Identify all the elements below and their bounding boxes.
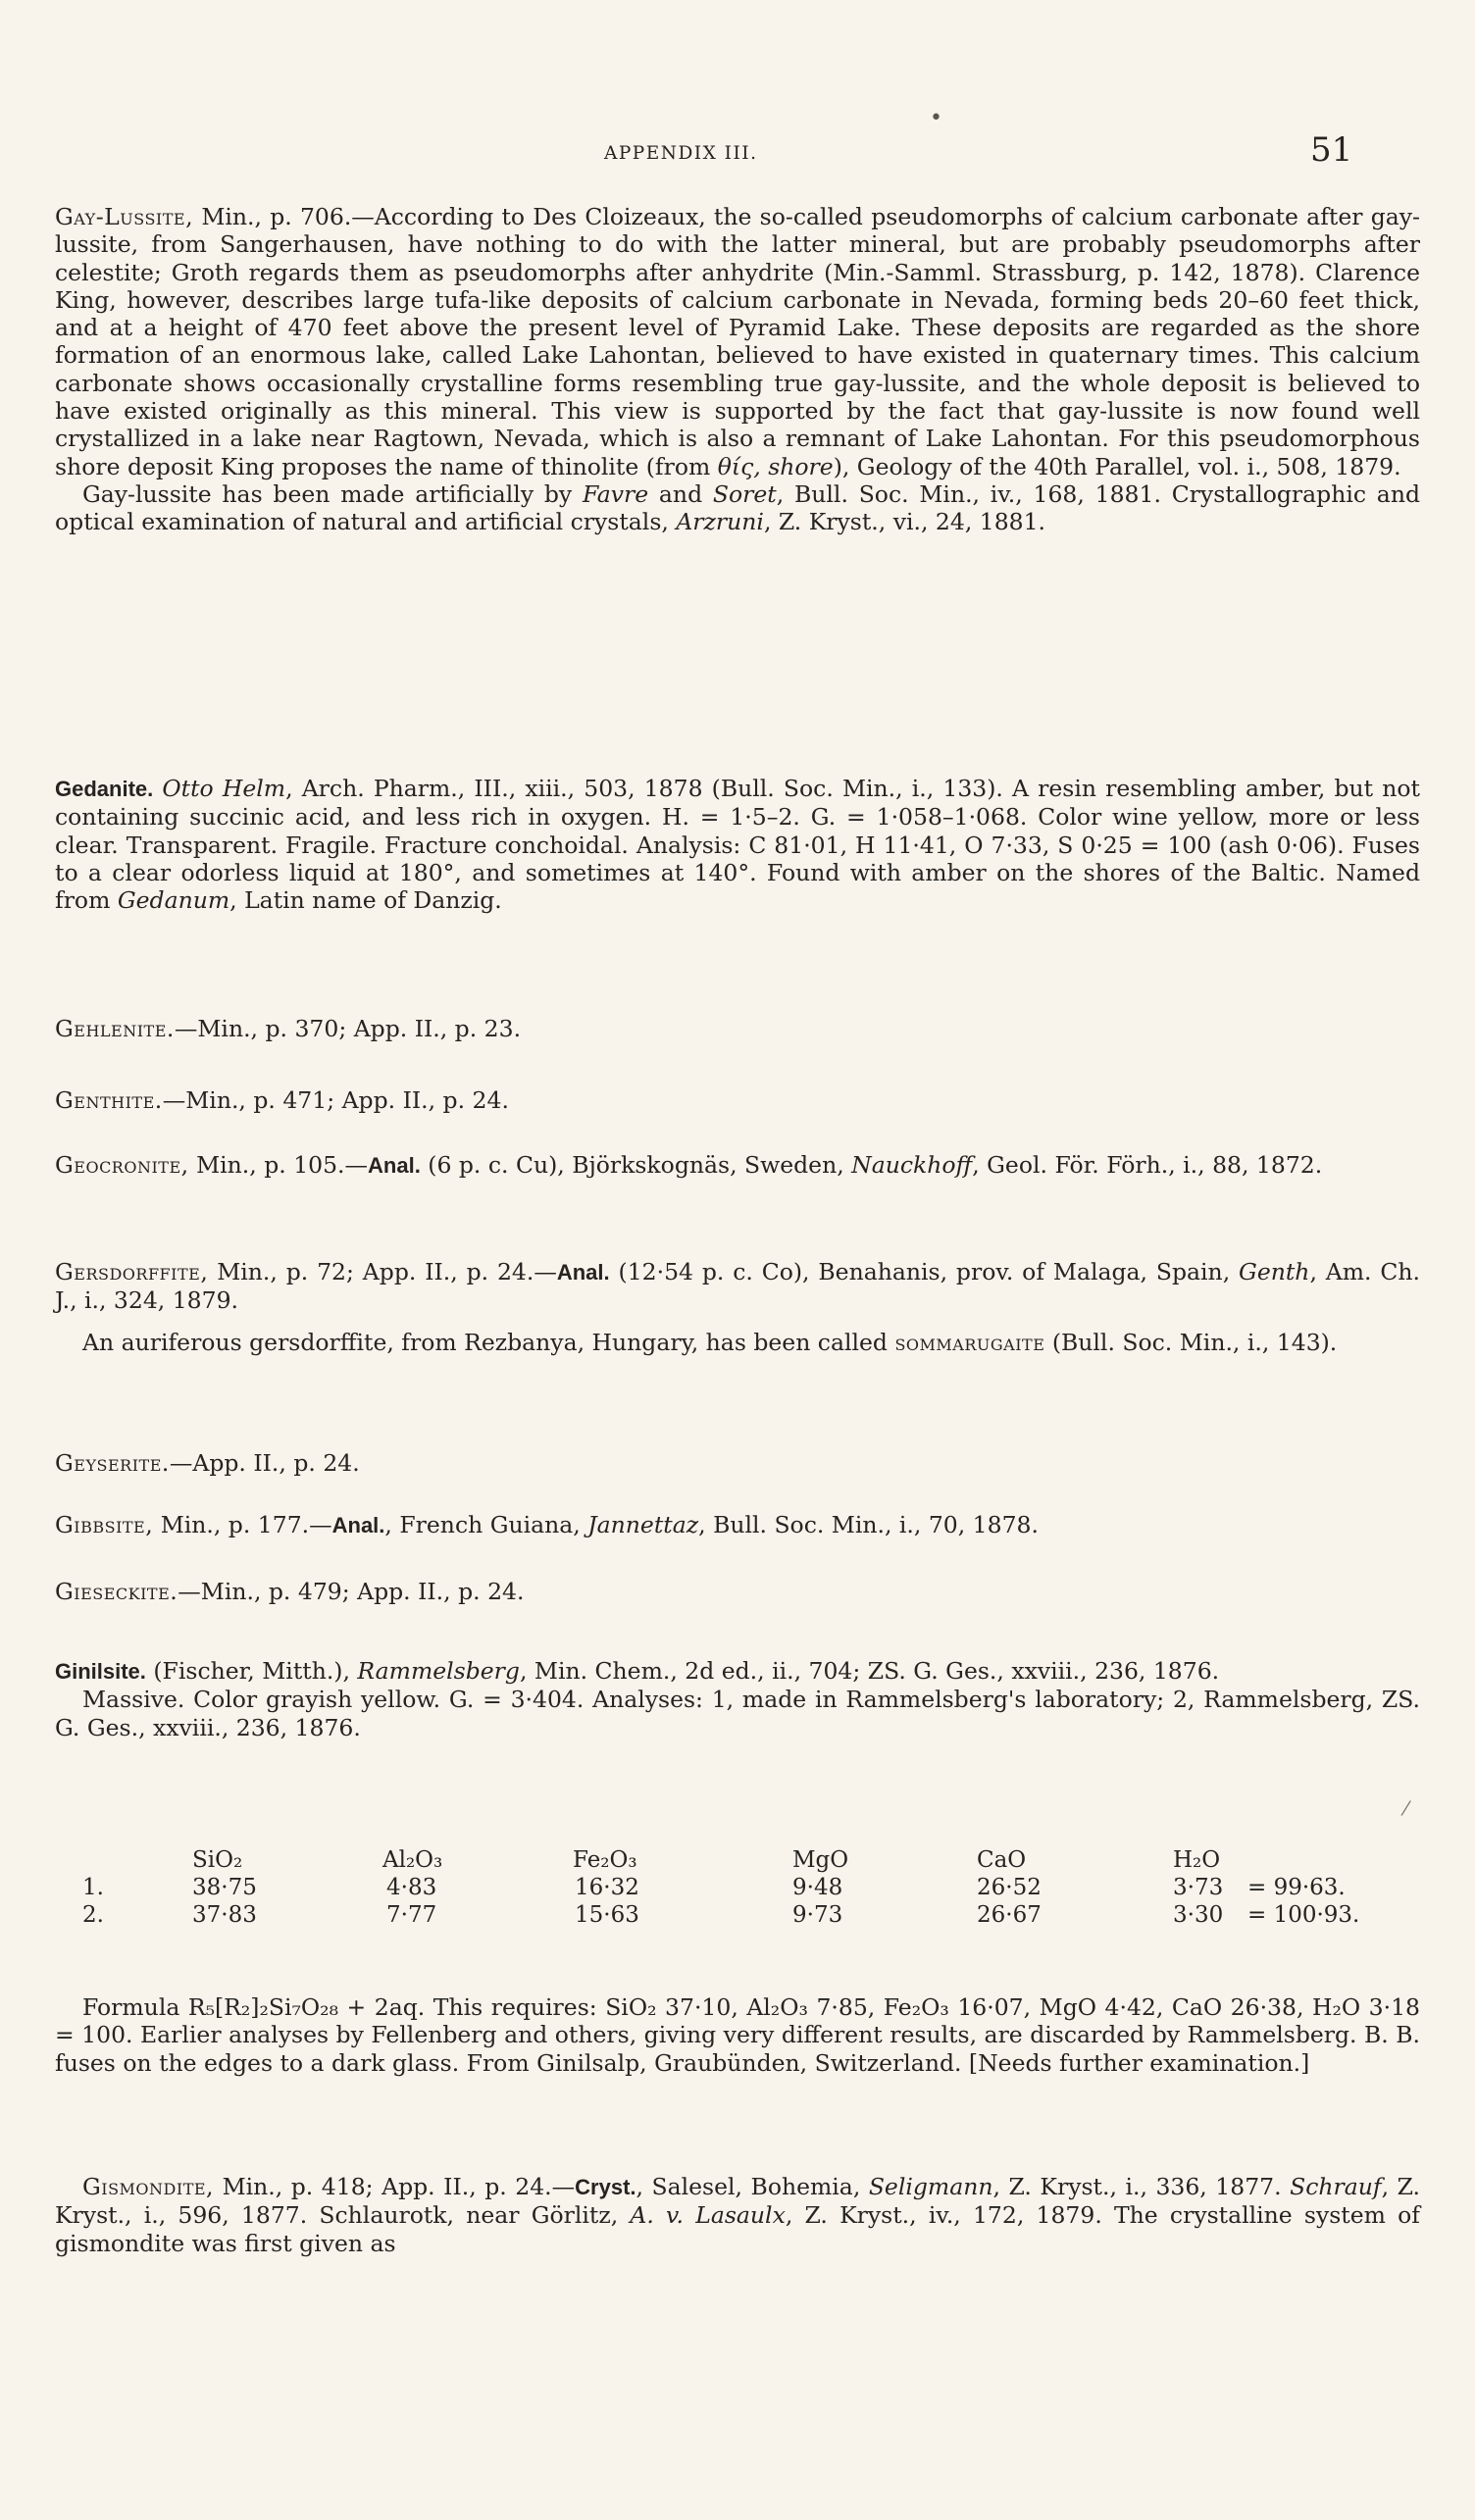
headword: Geyserite.	[55, 1449, 170, 1477]
page-number: 51	[1310, 130, 1353, 170]
table-cell: 15·63	[575, 1902, 639, 1928]
margin-mark: ⁄	[1404, 1796, 1408, 1820]
headword: Gismondite,	[82, 2173, 215, 2200]
entry-gismondite: Gismondite, Min., p. 418; App. II., p. 24.—Cryst., Salesel, Bohemia, Seligmann, Z. Kryst., i., 336, 1877. Schrauf, Z. Kryst., i., 596, 1877. Schlaurotk, near Görlitz, A. v. Lasaulx, Z. Kryst., iv., 172, 1879. The crystalline system of gismondite was first given as	[55, 2173, 1421, 2257]
headword: Gibbsite,	[55, 1511, 154, 1538]
entry-gersdorffite: Gersdorffite, Min., p. 72; App. II., p. 24.—Anal. (12·54 p. c. Co), Benahanis, prov. of Malaga, Spain, Genth, Am. Ch. J., i., 324, 1879. An auriferous gersdorffite, from Rezbanya, Hungary, has been called sommarugaite (Bull. Soc. Min., i., 143).	[55, 1258, 1420, 1356]
table-cell: 26·52	[977, 1875, 1042, 1900]
row-label: 1.	[82, 1875, 104, 1900]
table-cell: 9·73	[792, 1902, 843, 1928]
gay-lussite-paragraph-2: Gay-lussite has been made artificially by Favre and Soret, Bull. Soc. Min., iv., 168, 1881. Crystallographic and optical examination of natural and artificial crystals, Arzruni, Z. Kryst., vi., 24, 1881.	[55, 479, 1420, 536]
table-cell: 37·83	[192, 1902, 257, 1928]
running-head: APPENDIX III.	[604, 143, 758, 164]
table-cell: 9·48	[792, 1875, 843, 1900]
row-total: = 100·93.	[1247, 1902, 1360, 1928]
table-cell: 38·75	[192, 1875, 257, 1900]
row-label: 2.	[82, 1902, 104, 1928]
table-cell: 7·77	[386, 1902, 437, 1928]
headword: Gersdorffite,	[55, 1258, 209, 1285]
table-cell: 3·73	[1173, 1875, 1224, 1900]
row-total: = 99·63.	[1247, 1875, 1346, 1900]
ink-dot: •	[930, 106, 942, 130]
headword: Genthite.	[55, 1086, 163, 1114]
table-cell: 26·67	[977, 1902, 1042, 1928]
headword: Gay-Lussite,	[55, 203, 194, 230]
column-header: CaO	[977, 1847, 1027, 1873]
headword: Geocronite,	[55, 1151, 189, 1179]
entry-ginilsite: Ginilsite. (Fischer, Mitth.), Rammelsberg, Min. Chem., 2d ed., ii., 704; ZS. G. Ges., xxviii., 236, 1876. Massive. Color grayish yellow. G. = 3·404. Analyses: 1, made in Rammelsberg's laboratory; 2, Rammelsberg, ZS. G. Ges., xxviii., 236, 1876.	[55, 1657, 1420, 1741]
table-cell: 16·32	[575, 1875, 639, 1900]
headword: Gehlenite.	[55, 1015, 175, 1042]
column-header: H₂O	[1173, 1847, 1221, 1873]
entry-gay-lussite	[55, 203, 1420, 536]
page	[27, 0, 1440, 2520]
column-header: Fe₂O₃	[573, 1847, 637, 1873]
entry-gieseckite: Gieseckite.—Min., p. 479; App. II., p. 24.	[55, 1578, 525, 1605]
table-cell: 3·30	[1173, 1902, 1224, 1928]
headword: Gedanite.	[55, 777, 154, 801]
entry-geocronite: Geocronite, Min., p. 105.—Anal. (6 p. c. Cu), Björkskognäs, Sweden, Nauckhoff, Geol. För. Förh., i., 88, 1872.	[55, 1151, 1323, 1179]
column-header: SiO₂	[192, 1847, 243, 1873]
column-header: Al₂O₃	[382, 1847, 443, 1873]
headword: Gieseckite.	[55, 1578, 178, 1605]
entry-genthite: Genthite.—Min., p. 471; App. II., p. 24.	[55, 1086, 509, 1114]
entry-gibbsite: Gibbsite, Min., p. 177.—Anal., French Guiana, Jannettaz, Bull. Soc. Min., i., 70, 1878.	[55, 1511, 1039, 1538]
entry-geyserite: Geyserite.—App. II., p. 24.	[55, 1449, 360, 1477]
ginilsite-formula-paragraph: Formula R₅[R₂]₂Si₇O₂₈ + 2aq. This requires: SiO₂ 37·10, Al₂O₃ 7·85, Fe₂O₃ 16·07, MgO 4·42, CaO 26·38, H₂O 3·18 = 100. Earlier analyses by Fellenberg and others, giving very different results, are discarded by Rammelsberg. B. B. fuses on the edges to a dark glass. From Ginilsalp, Graubünden, Switzerland. [Needs further examination.]	[55, 1993, 1420, 2077]
column-header: MgO	[792, 1847, 849, 1873]
gay-lussite-paragraph-1: Gay-Lussite, Min., p. 706.—According to Des Cloizeaux, the so-called pseudomorphs of calcium carbonate after gay-lussite, from Sangerhausen, have nothing to do with the latter mineral, but are probably pseudomorphs after celestite; Groth regards them as pseudomorphs after anhydrite (Min.-Samml. Strassburg, p. 142, 1878). Clarence King, however, describes large tufa-like deposits of calcium carbonate in Nevada, forming beds 20–60 feet thick, and at a height of 470 feet above the present level of Pyramid Lake. These deposits are regarded as the shore formation of an enormous lake, called Lake Lahontan, believed to have existed in quaternary times. This calcium carbonate shows occasionally crystalline forms resembling true gay-lussite, and the whole deposit is believed to have existed originally as this mineral. This view is supported by the fact that gay-lussite is now found well crystallized in a lake near Ragtown, Nevada, which is also a remnant of Lake Lahontan. For this pseudomorphous shore deposit King proposes the name of thinolite (from θίς, shore), Geology of the 40th Parallel, vol. i., 508, 1879.	[55, 203, 1420, 480]
table-cell: 4·83	[386, 1875, 437, 1900]
entry-gehlenite: Gehlenite.—Min., p. 370; App. II., p. 23.	[55, 1015, 522, 1042]
entry-gedanite: Gedanite. Otto Helm, Arch. Pharm., III., xiii., 503, 1878 (Bull. Soc. Min., i., 133). A resin resembling amber, but not containing succinic acid, and less rich in oxygen. H. = 1·5–2. G. = 1·058–1·068. Color wine yellow, more or less clear. Transparent. Fragile. Fracture conchoidal. Analysis: C 81·01, H 11·41, O 7·33, S 0·25 = 100 (ash 0·06). Fuses to a clear odorless liquid at 180°, and sometimes at 140°. Found with amber on the shores of the Baltic. Named from Gedanum, Latin name of Danzig.	[55, 775, 1420, 915]
headword: Ginilsite.	[55, 1659, 146, 1684]
